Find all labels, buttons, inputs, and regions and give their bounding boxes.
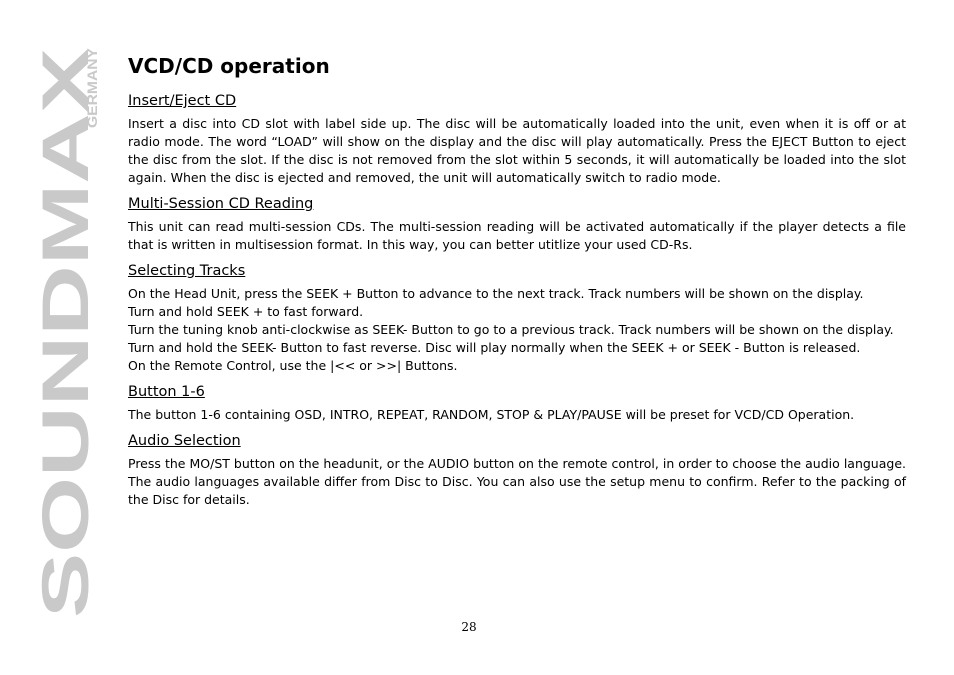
- section-audio-selection: [128, 431, 906, 509]
- page-content: [128, 52, 906, 516]
- paragraph: On the Head Unit, press the SEEK + Button to advance to the next track. Track numbers will be shown on the display.: [128, 286, 864, 301]
- section-button-1-6: [128, 382, 906, 424]
- paragraph: Press the MO/ST button on the headunit, or the AUDIO button on the remote control, in order to choose the audio language. The audio languages available differ from Disc to Disc. You can also use the setup menu to confirm. Refer to the packing of the Disc for details.: [128, 456, 906, 507]
- section-heading: Insert/Eject CD: [128, 93, 237, 109]
- paragraph: The button 1-6 containing OSD, INTRO, REPEAT, RANDOM, STOP & PLAY/PAUSE will be preset for VCD/CD Operation.: [128, 407, 855, 422]
- section-heading: Audio Selection: [128, 433, 241, 449]
- brand-logo-subtext: GERMANY: [84, 56, 100, 128]
- brand-logo: [28, 46, 102, 618]
- brand-logo-main: [28, 46, 102, 618]
- paragraph: Turn the tuning knob anti-clockwise as SEEK- Button to go to a previous track. Track numbers will be shown on the display.: [128, 322, 894, 337]
- paragraph: Insert a disc into CD slot with label side up. The disc will be automatically loaded into the unit, even when it is off or at radio mode. The word “LOAD” will show on the display and the disc will play automatically. Press the EJECT Button to eject the disc from the slot. If the disc is not removed from the slot within 5 seconds, it will automatically be loaded into the slot again. When the disc is ejected and removed, the unit will automatically switch to radio mode.: [128, 116, 906, 185]
- section-heading: Multi-Session CD Reading: [128, 196, 314, 212]
- section-heading: Button 1-6: [128, 384, 205, 400]
- paragraph: This unit can read multi-session CDs. The multi-session reading will be activated automatically if the player detects a file that is written in multisession format. In this way, you can better utitlize your used CD-Rs.: [128, 219, 906, 252]
- paragraph: On the Remote Control, use the |<< or >>| Buttons.: [128, 358, 458, 373]
- brand-logo-sub: [82, 46, 100, 130]
- brand-logo-text: SOUNDMAX: [28, 232, 102, 618]
- page-number: 28: [461, 620, 477, 634]
- section-insert-eject: [128, 91, 906, 187]
- section-heading: Selecting Tracks: [128, 263, 246, 279]
- section-selecting-tracks: [128, 261, 906, 375]
- paragraph: Turn and hold the SEEK- Button to fast reverse. Disc will play normally when the SEEK + or SEEK - Button is released.: [128, 340, 861, 355]
- paragraph: Turn and hold SEEK + to fast forward.: [128, 304, 364, 319]
- page-title: VCD/CD operation: [128, 54, 330, 78]
- section-multi-session: [128, 194, 906, 254]
